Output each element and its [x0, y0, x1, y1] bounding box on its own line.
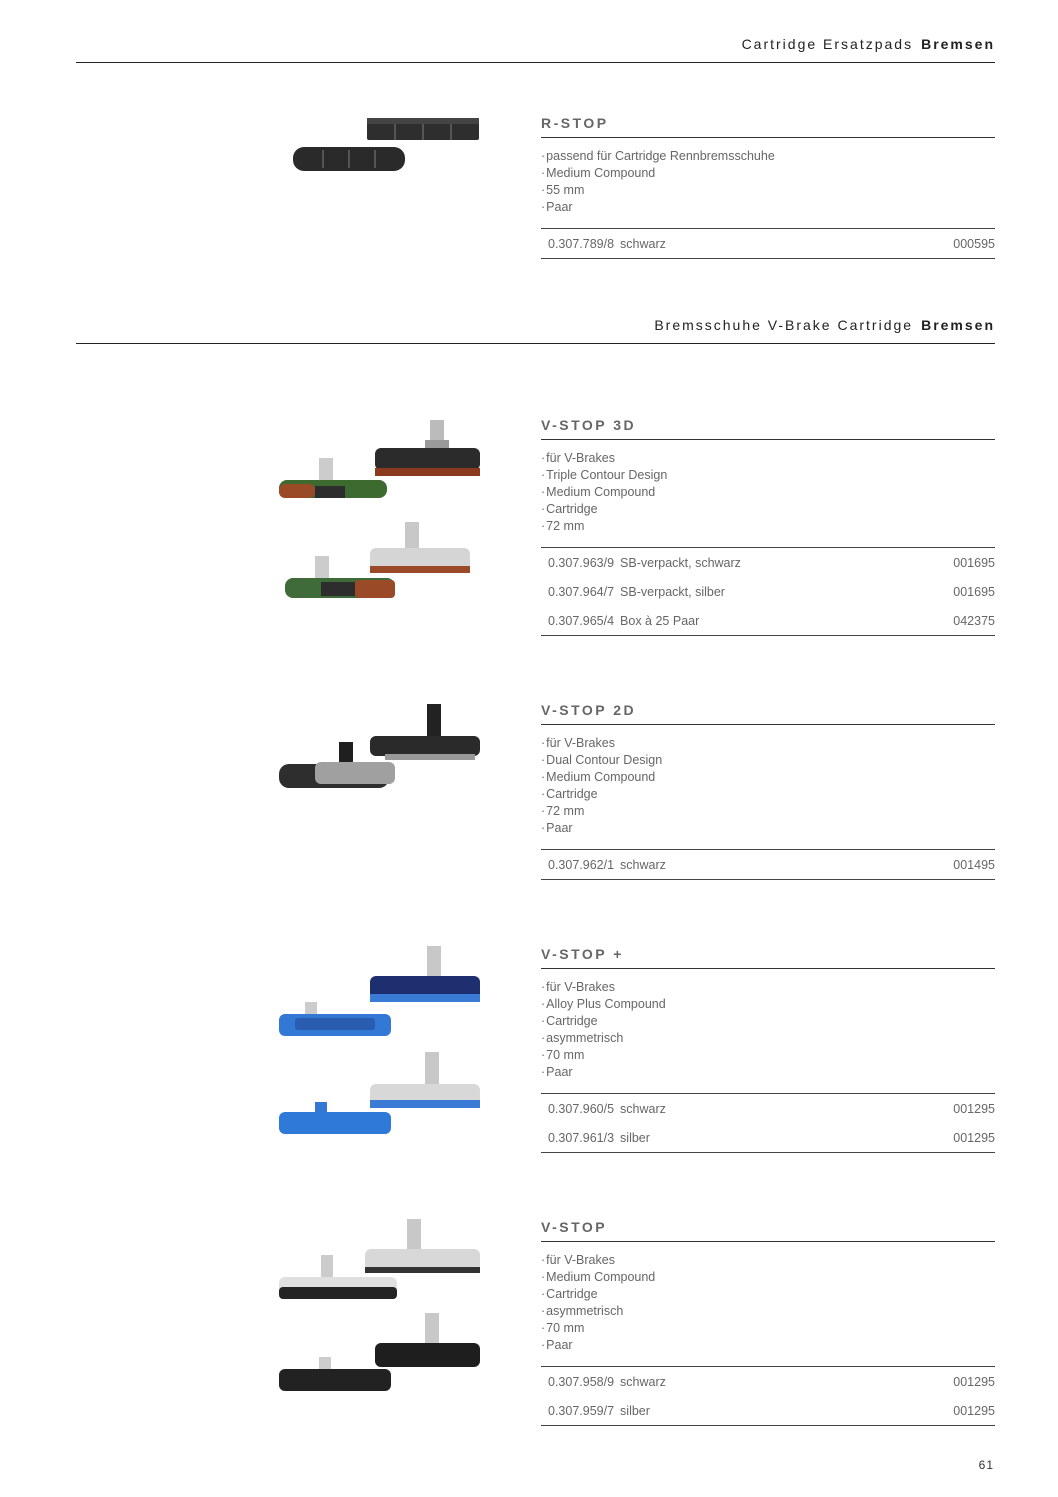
variant-code: 001495	[953, 857, 995, 872]
variant-desc: SB-verpackt, schwarz	[620, 555, 741, 570]
variant-row	[541, 1367, 995, 1396]
feature-item: · Dual Contour Design	[541, 752, 995, 769]
variant-desc: schwarz	[620, 1101, 666, 1116]
product-title: V-STOP 3D	[541, 417, 995, 440]
variant-desc: schwarz	[620, 236, 666, 251]
variant-desc: SB-verpackt, silber	[620, 584, 725, 599]
product-title: V-STOP	[541, 1219, 995, 1242]
variant-desc: schwarz	[620, 857, 666, 872]
variant-desc: Box à 25 Paar	[620, 613, 700, 628]
feature-item: · für V-Brakes	[541, 735, 995, 752]
feature-item: · Triple Contour Design	[541, 467, 995, 484]
feature-list	[541, 725, 995, 849]
variant-code: 000595	[953, 236, 995, 251]
variant-code: 001295	[953, 1130, 995, 1145]
section-title: Cartridge Ersatzpads	[741, 36, 914, 52]
product-v-stop-plus	[541, 946, 995, 1153]
feature-list	[541, 440, 995, 547]
feature-item: · 70 mm	[541, 1047, 995, 1064]
variant-sku: 0.307.963/9	[548, 555, 615, 570]
feature-item: · passend für Cartridge Rennbremsschuhe	[541, 148, 995, 165]
feature-item: · Cartridge	[541, 501, 995, 518]
variant-table	[541, 228, 995, 259]
variant-sku: 0.307.961/3	[548, 1130, 615, 1145]
feature-item: · asymmetrisch	[541, 1303, 995, 1320]
section-header-cartridge-ersatzpads	[76, 36, 995, 63]
feature-item: · für V-Brakes	[541, 979, 995, 996]
variant-table	[541, 849, 995, 880]
feature-list	[541, 969, 995, 1093]
variant-row	[541, 1094, 995, 1123]
variant-code: 042375	[953, 613, 995, 628]
variant-row	[541, 1396, 995, 1425]
feature-item: · 55 mm	[541, 182, 995, 199]
variant-code: 001295	[953, 1403, 995, 1418]
section-category: Bremsen	[921, 36, 995, 52]
v-stop-product-image	[275, 1215, 485, 1395]
feature-item: · 72 mm	[541, 803, 995, 820]
v-stop-3d-product-image	[275, 410, 485, 610]
product-v-stop	[541, 1219, 995, 1426]
v-stop-2d-product-image	[275, 700, 485, 800]
product-title: R-STOP	[541, 115, 995, 138]
variant-sku: 0.307.959/7	[548, 1403, 615, 1418]
product-v-stop-3d	[541, 417, 995, 636]
product-title: V-STOP 2D	[541, 702, 995, 725]
variant-row	[541, 850, 995, 879]
feature-item: · Cartridge	[541, 1013, 995, 1030]
variant-row	[541, 1123, 995, 1152]
variant-sku: 0.307.958/9	[548, 1374, 615, 1389]
variant-row	[541, 577, 995, 606]
feature-item: · Paar	[541, 1064, 995, 1081]
feature-item: · Paar	[541, 1337, 995, 1354]
variant-sku: 0.307.962/1	[548, 857, 615, 872]
variant-code: 001695	[953, 555, 995, 570]
feature-item: · Cartridge	[541, 786, 995, 803]
feature-item: · Paar	[541, 199, 995, 216]
feature-item: · Medium Compound	[541, 484, 995, 501]
variant-row	[541, 229, 995, 258]
feature-item: · Cartridge	[541, 1286, 995, 1303]
feature-item: · für V-Brakes	[541, 450, 995, 467]
feature-item: · Medium Compound	[541, 769, 995, 786]
feature-item: · 70 mm	[541, 1320, 995, 1337]
variant-code: 001295	[953, 1374, 995, 1389]
variant-desc: schwarz	[620, 1374, 666, 1389]
r-stop-product-image	[285, 110, 485, 180]
variant-table	[541, 547, 995, 636]
section-category: Bremsen	[921, 317, 995, 333]
variant-sku: 0.307.964/7	[548, 584, 615, 599]
feature-item: · Medium Compound	[541, 165, 995, 182]
variant-table	[541, 1093, 995, 1153]
variant-row	[541, 606, 995, 635]
feature-list	[541, 1242, 995, 1366]
variant-table	[541, 1366, 995, 1426]
feature-list	[541, 138, 995, 228]
variant-desc: silber	[620, 1403, 650, 1418]
variant-sku: 0.307.789/8	[548, 236, 615, 251]
variant-code: 001295	[953, 1101, 995, 1116]
v-stop-plus-product-image	[275, 940, 485, 1140]
feature-item: · für V-Brakes	[541, 1252, 995, 1269]
variant-row	[541, 548, 995, 577]
variant-sku: 0.307.965/4	[548, 613, 615, 628]
feature-item: · Medium Compound	[541, 1269, 995, 1286]
variant-code: 001695	[953, 584, 995, 599]
feature-item: · Alloy Plus Compound	[541, 996, 995, 1013]
variant-desc: silber	[620, 1130, 650, 1145]
product-v-stop-2d	[541, 702, 995, 880]
page-number: 61	[978, 1458, 994, 1472]
product-r-stop	[541, 115, 995, 259]
section-header-bremsschuhe	[76, 317, 995, 344]
feature-item: · asymmetrisch	[541, 1030, 995, 1047]
section-title: Bremsschuhe V-Brake Cartridge	[654, 317, 914, 333]
feature-item: · 72 mm	[541, 518, 995, 535]
variant-sku: 0.307.960/5	[548, 1101, 615, 1116]
feature-item: · Paar	[541, 820, 995, 837]
product-title: V-STOP +	[541, 946, 995, 969]
